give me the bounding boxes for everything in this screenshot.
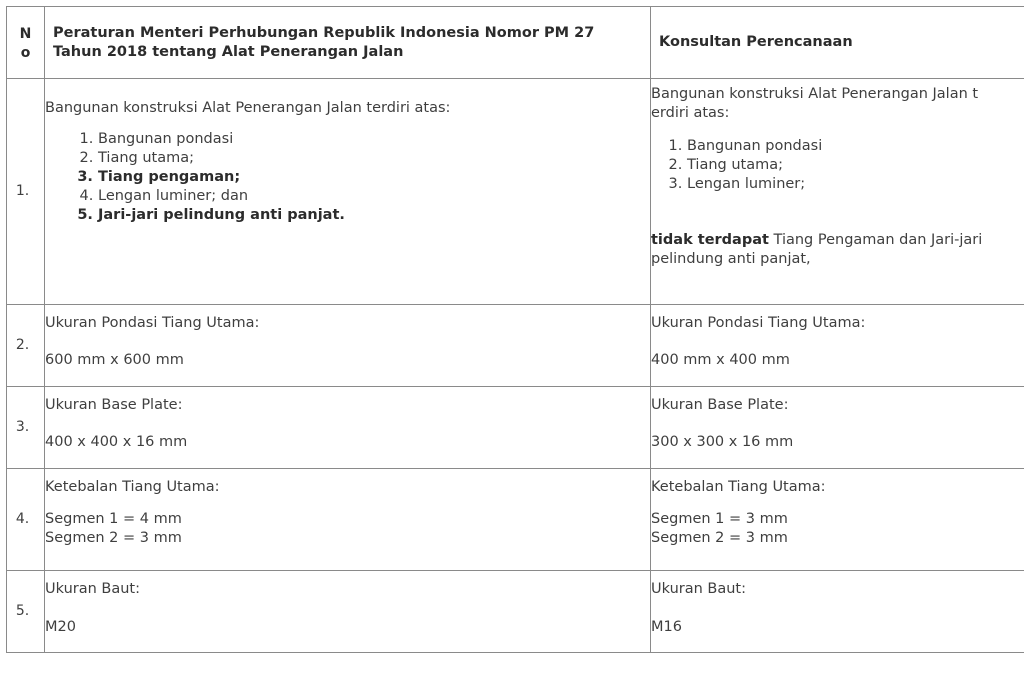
regulation-cell: [45, 305, 651, 387]
regulation-cell: [45, 469, 651, 571]
regulation-cell: [45, 571, 651, 653]
field-value: 400 mm x 400 mm: [651, 352, 790, 368]
field-label: Ukuran Pondasi Tiang Utama:: [651, 315, 866, 331]
regulation-cell: [45, 387, 651, 469]
field-label: Ukuran Baut:: [651, 581, 746, 597]
field-label: Ketebalan Tiang Utama:: [651, 479, 826, 495]
field-label: Ukuran Baut:: [45, 581, 140, 597]
table-row: [7, 469, 1024, 571]
header-no-line2: o: [20, 44, 31, 61]
field-value: Segmen 1 = 4 mm: [45, 511, 182, 527]
list-item: 2. Tiang utama;: [98, 149, 650, 168]
field-label: Ukuran Pondasi Tiang Utama:: [45, 315, 260, 331]
comparison-table: [6, 6, 1024, 653]
list-item: 1. Bangunan pondasi: [98, 130, 650, 149]
field-value: M20: [45, 619, 76, 635]
list-item: 3. Lengan luminer;: [687, 175, 1024, 194]
consultant-note: [651, 231, 1024, 269]
field-value: M16: [651, 619, 682, 635]
table-header-row: [7, 7, 1024, 79]
row-number: 2.: [7, 305, 45, 387]
consultant-note-bold: tidak terdapat: [651, 232, 769, 248]
list-item: 2. Tiang utama;: [687, 156, 1024, 175]
header-no: [7, 7, 45, 79]
consultant-cell: [651, 79, 1024, 305]
header-consultant: Konsultan Perencanaan: [651, 7, 1024, 79]
consultant-intro-cont: erdiri atas:: [651, 105, 730, 121]
field-value: Segmen 1 = 3 mm: [651, 511, 788, 527]
field-label: Ukuran Base Plate:: [651, 397, 789, 413]
table-row: [7, 571, 1024, 653]
header-regulation: Peraturan Menteri Perhubungan Republik Indonesia Nomor PM 27 Tahun 2018 tentang Alat Penerangan Jalan: [45, 7, 651, 79]
list-item: 1. Bangunan pondasi: [687, 137, 1024, 156]
row-number: 1.: [7, 79, 45, 305]
consultant-note-rest: Tiang Pengaman dan Jari-jari pelindung anti panjat,: [651, 232, 983, 267]
field-value: 600 mm x 600 mm: [45, 352, 184, 368]
regulation-cell: [45, 79, 651, 305]
consultant-cell: [651, 305, 1024, 387]
field-value: 300 x 300 x 16 mm: [651, 434, 794, 450]
consultant-intro: Bangunan konstruksi Alat Penerangan Jalan t: [651, 86, 979, 102]
consultant-cell: [651, 469, 1024, 571]
list-item: 5. Jari-jari pelindung anti panjat.: [98, 206, 650, 225]
regulation-list: [45, 130, 650, 225]
field-value: Segmen 2 = 3 mm: [651, 530, 788, 546]
list-item: 3. Tiang pengaman;: [98, 168, 650, 187]
row-number: 3.: [7, 387, 45, 469]
row-number: 4.: [7, 469, 45, 571]
field-label: Ukuran Base Plate:: [45, 397, 183, 413]
field-value: 400 x 400 x 16 mm: [45, 434, 188, 450]
field-label: Ketebalan Tiang Utama:: [45, 479, 220, 495]
header-no-line1: N: [19, 25, 32, 42]
row-number: 5.: [7, 571, 45, 653]
consultant-cell: [651, 387, 1024, 469]
table-row: [7, 387, 1024, 469]
field-value: Segmen 2 = 3 mm: [45, 530, 182, 546]
regulation-intro: Bangunan konstruksi Alat Penerangan Jalan terdiri atas:: [45, 100, 451, 116]
consultant-cell: [651, 571, 1024, 653]
table-row: [7, 79, 1024, 305]
list-item: 4. Lengan luminer; dan: [98, 187, 650, 206]
consultant-list: [651, 137, 1024, 194]
table-row: [7, 305, 1024, 387]
